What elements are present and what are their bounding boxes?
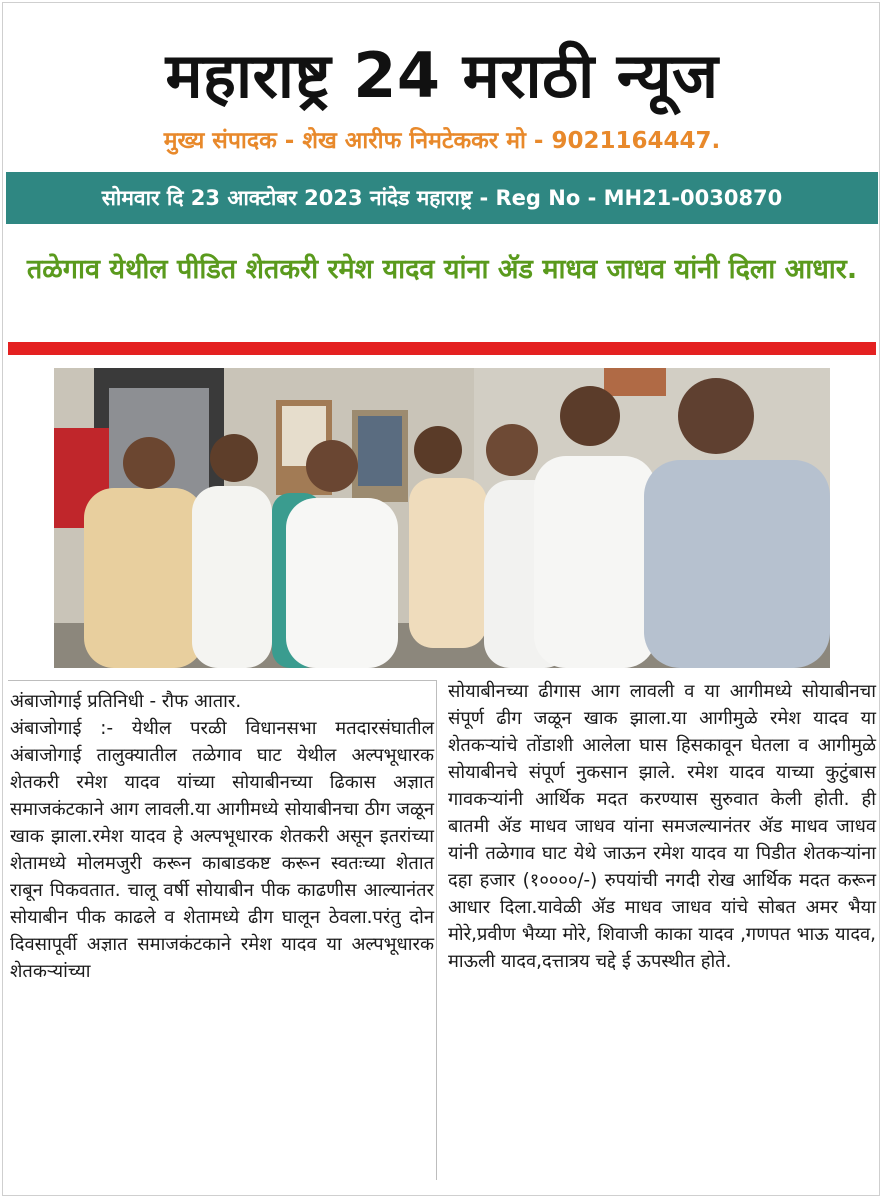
dateline-text: सोमवार दि 23 आक्टोबर 2023 नांदेड महाराष्ट्र - Reg No - MH21-0030870 <box>101 186 783 210</box>
dateline-banner <box>6 172 878 224</box>
article-body-right: सोयाबीनच्या ढीगास आग लावली व या आगीमध्ये सोयाबीनचा संपूर्ण ढीग जळून खाक झाला.या आगीमुळे रमेश यादव या शेतकऱ्यांचे तोंडाशी आलेला घास हिसकावून घेतला व आगीमुळे सोयाबीनचे संपूर्ण नुकसान झाले. रमेश यादव याच्या कुटुंबास गावकऱ्यांनी आर्थिक मदत करण्यास सुरुवात केली होती. ही बातमी ॲड माधव जाधव यांना समजल्यानंतर ॲड माधव जाधव यांनी तळेगाव घाट येथे जाऊन रमेश यादव या पिडीत शेतकऱ्यांना दहा हजार (१००००/-) रुपयांची नगदी रोख आर्थिक मदत करून आधार दिला.यावेळी ॲड माधव जाधव यांचे सोबत अमर भैया मोरे,प्रवीण भैय्या मोरे, शिवाजी काका यादव ,गणपत भाऊ यादव, माऊली यादव,दत्तात्रय चद्दे ई ऊपस्थीत होते. <box>448 681 876 972</box>
article-right-column <box>448 678 876 975</box>
editor-contact-line: मुख्य संपादक - शेख आरीफ निमटेककर मो - 9021164447. <box>163 128 721 154</box>
article-headline: तळेगाव येथील पीडित शेतकरी रमेश यादव यांना ॲड माधव जाधव यांनी दिला आधार. <box>26 254 858 285</box>
newspaper-masthead: महाराष्ट्र 24 मराठी न्यूज <box>165 39 719 112</box>
headline-divider <box>8 342 876 355</box>
group-photo-illustration <box>54 368 830 668</box>
news-photo <box>54 368 830 668</box>
article-byline: अंबाजोगाई प्रतिनिधी - रौफ आतार. <box>10 691 242 712</box>
column-top-rule <box>8 680 436 681</box>
article-left-column <box>10 688 434 985</box>
column-divider <box>436 680 437 1180</box>
article-body-left: अंबाजोगाई :- येथील परळी विधानसभा मतदारसंघातील अंबाजोगाई तालुक्यातील तळेगाव घाट येथील अल्पभूधारक शेतकरी रमेश यादव यांच्या सोयाबीनच्या ढिकास अज्ञात समाजकंटकाने आग लावली.या आगीमध्ये सोयाबीनचा ठीग जळून खाक झाला.रमेश यादव हे अल्पभूधारक शेतकरी असून इतरांच्या शेतामध्ये मोलमजुरी करून काबाडकष्ट करून स्वतःच्या शेतात राबून पिकवतात. चालू वर्षी सोयाबीन पीक काढणीस आल्यानंतर सोयाबीन पीक काढले व शेतामध्ये ढीग घालून ठेवला.परंतु दोन दिवसापूर्वी अज्ञात समाजकंटकाने रमेश यादव या अल्पभूधारक शेतकऱ्यांच्या <box>10 718 434 982</box>
